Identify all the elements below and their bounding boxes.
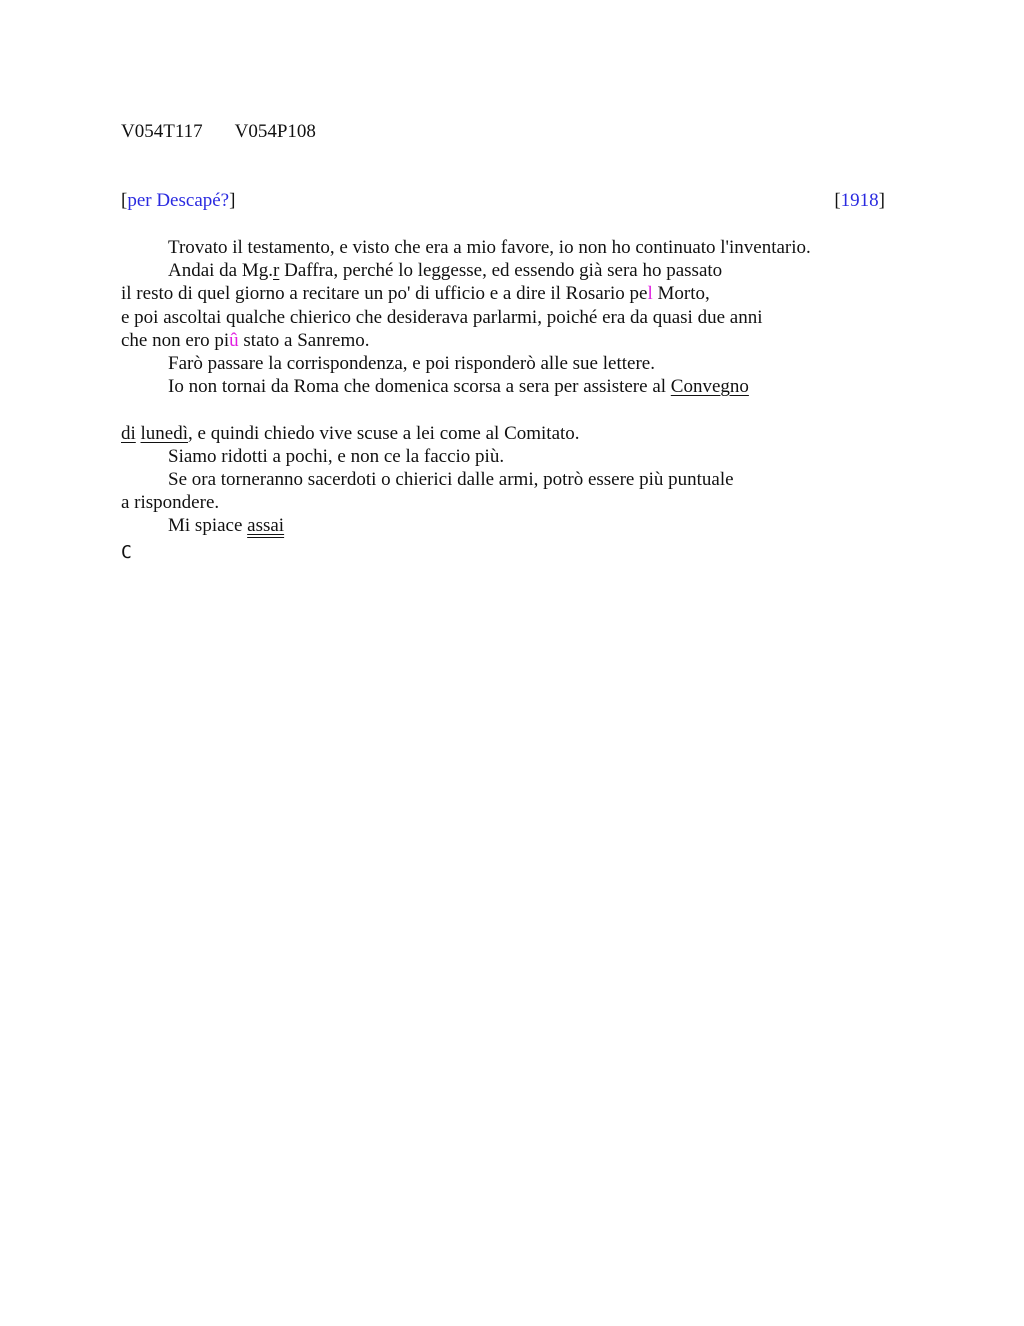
volume-text-code: V054T117 [121, 121, 203, 142]
volume-page-code: V054P108 [234, 121, 316, 142]
text-line-11: a rispondere. [121, 492, 220, 514]
text-line-3 [121, 282, 901, 305]
bracket-close: ] [878, 190, 885, 211]
text-line-5 [121, 329, 901, 352]
date-annotation [834, 190, 885, 212]
editorial-correction: û [229, 329, 239, 351]
continuation-mark: C [121, 542, 132, 563]
letter-body [121, 236, 901, 537]
line-fragment: Io non tornai da Roma che domenica scorsa a sera per assistere al [168, 376, 671, 398]
text-line-10: Se ora torneranno sacerdoti o chierici dalle armi, potrò essere più puntuale [168, 468, 734, 490]
line-fragment: , e quindi chiedo vive scuse a lei come al Comitato. [188, 422, 580, 444]
editorial-correction: l [647, 283, 653, 305]
text-line-2 [121, 259, 901, 282]
underlined-word: lunedì [140, 422, 189, 444]
letter-date: 1918 [840, 190, 879, 211]
recipient-annotation [121, 190, 235, 212]
underlined-abbreviation: r [273, 260, 280, 282]
underlined-word: di [121, 422, 136, 444]
blank-line [121, 398, 901, 421]
line-fragment: stato a Sanremo. [238, 329, 370, 351]
document-header [121, 121, 316, 143]
text-line-6: Farò passare la corrispondenza, e poi risponderò alle sue lettere. [168, 352, 655, 374]
line-fragment: Mi spiace [168, 515, 248, 537]
line-fragment: Morto, [652, 283, 710, 305]
line-fragment: Daffra, perché lo leggesse, ed essendo già sera ho passato [279, 260, 723, 282]
line-fragment: che non ero pi [121, 329, 230, 351]
bracket-open: [ [121, 190, 128, 211]
text-line-9: Siamo ridotti a pochi, e non ce la faccio più. [168, 445, 505, 467]
double-underlined-word: assai [247, 515, 285, 537]
underlined-word: Convegno [670, 376, 749, 398]
recipient-name: per Descapé? [127, 190, 230, 211]
text-line-1: Trovato il testamento, e visto che era a mio favore, io non ho continuato l'inventario. [168, 237, 811, 258]
text-line-12 [121, 514, 901, 537]
text-line-7 [121, 375, 901, 398]
line-fragment: Andai da Mg. [168, 260, 274, 282]
line-fragment: il resto di quel giorno a recitare un po' di ufficio e a dire il Rosario pe [121, 283, 648, 305]
text-line-4: e poi ascoltai qualche chierico che desiderava parlarmi, poiché era da quasi due anni [121, 306, 763, 328]
bracket-close: ] [229, 190, 236, 211]
text-line-8 [121, 422, 901, 445]
bracket-open: [ [834, 190, 841, 211]
